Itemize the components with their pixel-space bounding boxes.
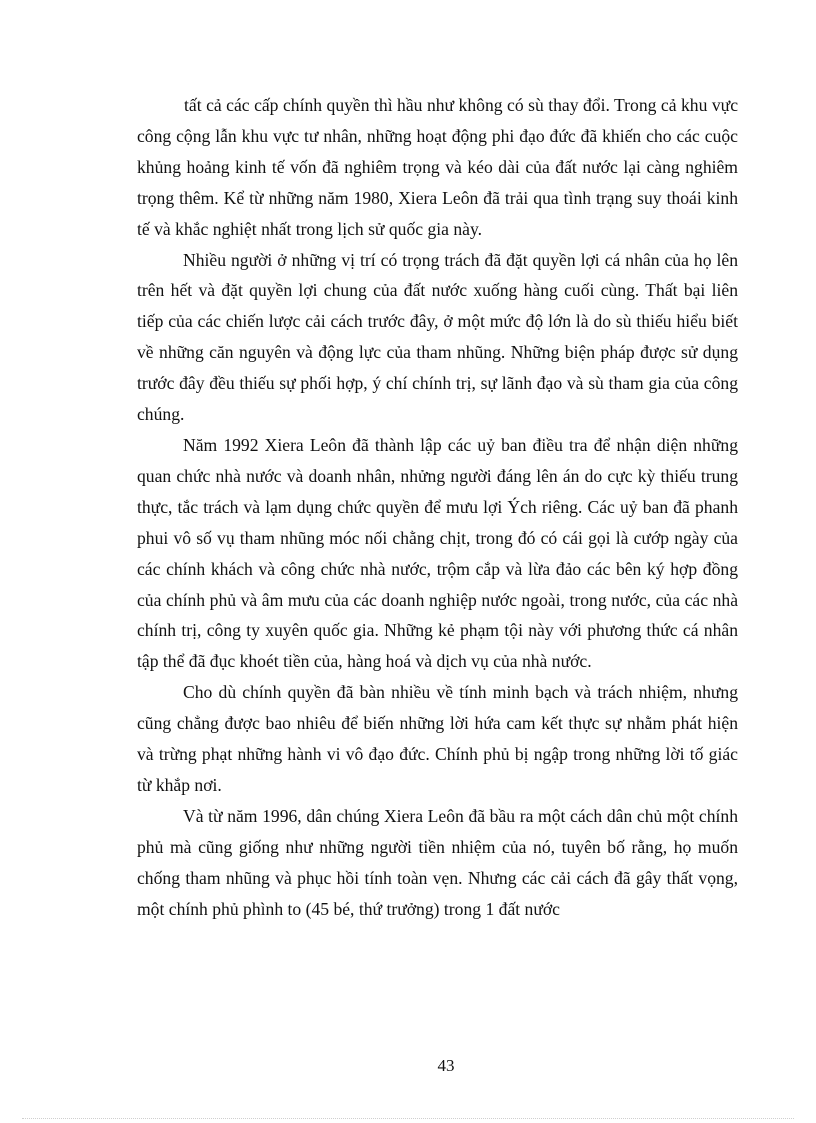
paragraph-2: Nhiều người ở những vị trí có trọng trách đã đặt quyền lợi cá nhân của họ lên trên hết và đặt quyền lợi chung của đất nước xuống hàng cuối cùng. Thất bại liên tiếp của các chiến lược cải cách trước đây, ở một mức độ lớn là do sù thiếu hiểu biết về những căn nguyên và động lực của tham nhũng. Những biện pháp được sử dụng trước đây đều thiếu sự phối hợp, ý chí chính trị, sự lãnh đạo và sù tham gia của công chúng. [137,249,738,425]
page-bottom-divider [22,1118,794,1119]
page-number: 43 [437,1056,455,1075]
paragraph-5: Và từ năm 1996, dân chúng Xiera Leôn đã bầu ra một cách dân chủ một chính phủ mà cũng giống như những người tiền nhiệm của nó, tuyên bố rằng, họ muốn chống tham nhũng và phục hồi tính toàn vẹn. Nhưng các cải cách đã gây thất vọng, một chính phủ phình to (45 bé, thứ trưởng) trong 1 đất nước [137,805,738,919]
paragraph-4: Cho dù chính quyền đã bàn nhiều về tính minh bạch và trách nhiệm, nhưng cũng chẳng được bao nhiêu để biến những lời hứa cam kết thực sự nhằm phát hiện và trừng phạt những hành vi vô đạo đức. Chính phủ bị ngập trong những lời tố giác từ khắp nơi. [137,682,738,795]
paragraph-1: tất cả các cấp chính quyền thì hầu như không có sù thay đổi. Trong cả khu vực công cộng lẫn khu vực tư nhân, những hoạt động phi đạo đức đã khiến cho các cuộc khủng hoảng kinh tế vốn đã nghiêm trọng và kéo dài của đất nước lại càng nghiêm trọng thêm. Kể từ những năm 1980, Xiera Leôn đã trải qua tình trạng suy thoái kinh tế và khắc nghiệt nhất trong lịch sử quốc gia này. [137,95,738,239]
paragraph-3: Năm 1992 Xiera Leôn đã thành lập các uỷ ban điều tra để nhận diện những quan chức nhà nước và doanh nhân, nhửng người đáng lên án do cực kỳ thiếu trung thực, tắc trách và lạm dụng chức quyền để mưu lợi Ých riêng. Các uỷ ban đã phanh phui vô số vụ tham nhũng móc nối chằng chịt, trong đó có cái gọi là cướp ngày của các chính khách và công chức nhà nước, trộm cắp và lừa đảo các bên ký hợp đồng của chính phủ và âm mưu của các doanh nghiệp nước ngoài, trong nước, của các nhà chính trị, công ty xuyên quốc gia. Những kẻ phạm tội này với phương thức cá nhân tập thể đã đục khoét tiền của, hàng hoá và dịch vụ của nhà nước. [137,434,738,672]
body-text [137,90,738,924]
